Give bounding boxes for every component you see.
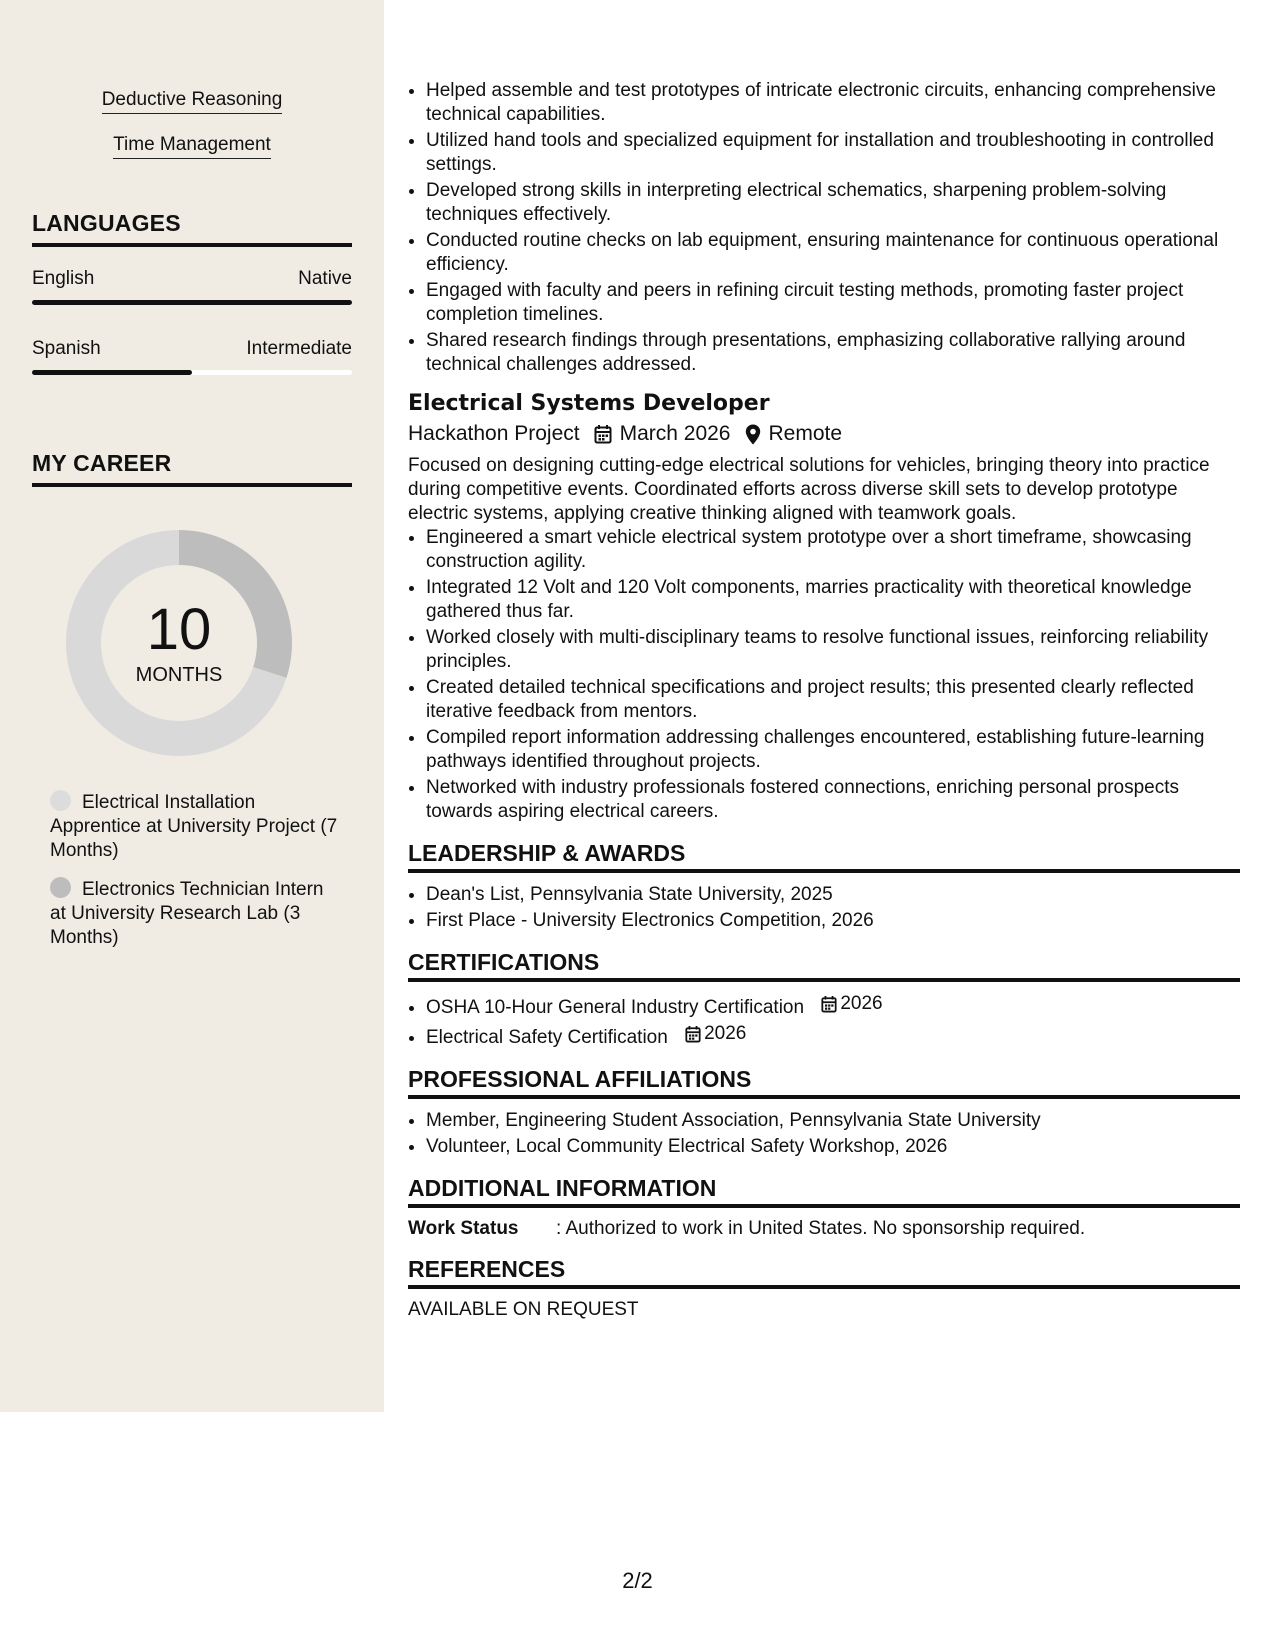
language-bar (32, 370, 352, 375)
awards-heading: LEADERSHIP & AWARDS (408, 840, 1240, 873)
skills-list (0, 88, 384, 178)
bullet-item: • Integrated 12 Volt and 120 Volt components, marries practicality with theoretical knowledge gathered thus far. (426, 576, 1240, 624)
job-date: March 2026 (619, 422, 731, 445)
calendar-icon (821, 995, 837, 1013)
career-item (50, 877, 340, 950)
career-item-text: Electronics Technician Intern at University Research Lab (3 Months) (50, 879, 324, 948)
award-item: • First Place - University Electronics Competition, 2026 (426, 909, 1240, 933)
skill-item: Deductive Reasoning (102, 88, 283, 114)
main-content (408, 0, 1240, 1321)
cert-year (821, 992, 882, 1016)
sidebar (0, 0, 384, 1412)
calendar-icon (685, 1025, 701, 1043)
award-item: • Dean's List, Pennsylvania State University, 2025 (426, 883, 1240, 907)
cert-year-text: 2026 (840, 993, 883, 1014)
references-heading: REFERENCES (408, 1256, 1240, 1289)
bullet-item: • Developed strong skills in interpreting electrical schematics, sharpening problem-solving techniques effectively. (426, 179, 1240, 227)
career-item-text: Electrical Installation Apprentice at University Project (7 Months) (50, 792, 338, 861)
affiliation-item: • Volunteer, Local Community Electrical Safety Workshop, 2026 (426, 1135, 1240, 1159)
affiliations-heading: PROFESSIONAL AFFILIATIONS (408, 1066, 1240, 1099)
language-level: Intermediate (246, 338, 352, 359)
cert-name: OSHA 10-Hour General Industry Certification (426, 997, 805, 1018)
bullet-item: • Compiled report information addressing challenges encountered, establishing future-learning pathways identified throughout projects. (426, 726, 1240, 774)
calendar-icon (594, 424, 612, 444)
career-list (50, 790, 340, 964)
affiliations-list (408, 1109, 1240, 1159)
cert-item (426, 1022, 1240, 1050)
language-name: English (32, 268, 95, 289)
language-bar-fill (32, 370, 192, 375)
bullet-item: • Conducted routine checks on lab equipment, ensuring maintenance for continuous operational efficiency. (426, 229, 1240, 277)
language-name: Spanish (32, 338, 101, 359)
work-status-row (408, 1218, 1240, 1240)
bullet-item: • Utilized hand tools and specialized equipment for installation and troubleshooting in controlled settings. (426, 129, 1240, 177)
additional-info-heading: ADDITIONAL INFORMATION (408, 1175, 1240, 1208)
previous-job-bullets (408, 79, 1240, 377)
job-description: Focused on designing cutting-edge electrical solutions for vehicles, bringing theory into practice during competitive events. Coordinated efforts across diverse skill sets to develop prototype electric systems, applying creative thinking aligned with teamwork goals. (408, 455, 1210, 524)
language-level: Native (298, 268, 352, 289)
career-donut (66, 530, 292, 756)
language-bar (32, 300, 352, 305)
page-number: 2/2 (622, 1568, 653, 1593)
bullet-item: • Worked closely with multi-disciplinary teams to resolve functional issues, reinforcing reliability principles. (426, 626, 1240, 674)
bullet-item: • Created detailed technical specifications and project results; this presented clearly reflected iterative feedback from mentors. (426, 676, 1240, 724)
certifications-heading: CERTIFICATIONS (408, 949, 1240, 982)
languages-heading: LANGUAGES (32, 210, 352, 247)
cert-item (426, 992, 1240, 1020)
job-meta (408, 422, 1240, 446)
location-pin-icon (745, 424, 761, 445)
work-status-label: Work Status (408, 1218, 519, 1239)
bullet-item: • Engaged with faculty and peers in refining circuit testing methods, promoting faster project completion timelines. (426, 279, 1240, 327)
affiliation-item: • Member, Engineering Student Association, Pennsylvania State University (426, 1109, 1240, 1133)
language-bar-fill (32, 300, 352, 305)
career-dot-icon (50, 790, 71, 811)
bullet-item: • Shared research findings through presentations, emphasizing collaborative rallying around technical challenges addressed. (426, 329, 1240, 377)
awards-list (408, 883, 1240, 933)
language-row (32, 268, 352, 290)
cert-name: Electrical Safety Certification (426, 1027, 668, 1048)
work-status-value: : Authorized to work in United States. No sponsorship required. (556, 1218, 1086, 1239)
language-row (32, 338, 352, 360)
cert-year-text: 2026 (704, 1023, 747, 1044)
career-heading: MY CAREER (32, 450, 352, 487)
certifications-list (408, 992, 1240, 1050)
career-item (50, 790, 340, 863)
bullet-item: • Engineered a smart vehicle electrical system prototype over a short timeframe, showcasing construction agility. (426, 526, 1240, 574)
job-location: Remote (768, 422, 843, 445)
bullet-item: • Networked with industry professionals fostered connections, enriching personal prospects towards aspiring electrical careers. (426, 776, 1240, 824)
bullet-item: • Helped assemble and test prototypes of intricate electronic circuits, enhancing comprehensive technical capabilities. (426, 79, 1240, 127)
skill-item: Time Management (113, 133, 271, 159)
career-dot-icon (50, 877, 71, 898)
career-total-unit: MONTHS (135, 664, 223, 686)
job-org: Hackathon Project (408, 422, 580, 445)
job-bullets (408, 526, 1240, 824)
career-total-value: 10 (146, 597, 212, 662)
job-title: Electrical Systems Developer (408, 391, 770, 416)
references-text: AVAILABLE ON REQUEST (408, 1299, 639, 1320)
cert-year (685, 1022, 746, 1046)
